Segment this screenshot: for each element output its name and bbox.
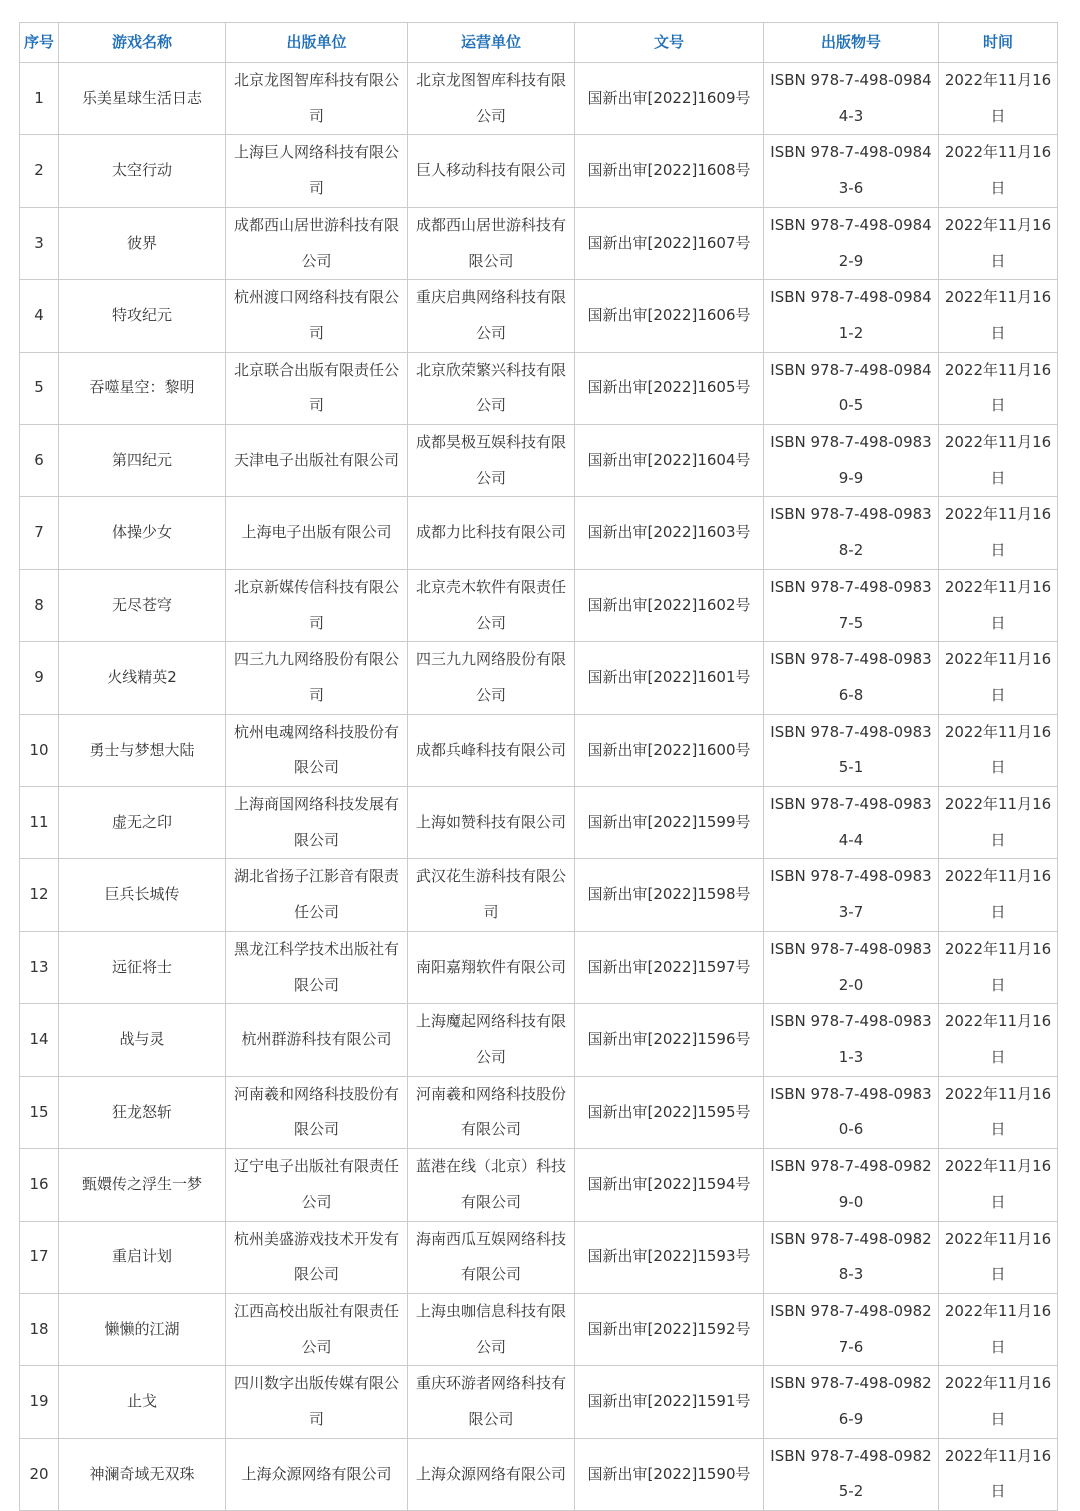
cell-game-name: 火线精英2 <box>59 642 226 714</box>
cell-operator: 成都昊极互娱科技有限公司 <box>408 425 575 497</box>
cell-index: 8 <box>20 569 59 641</box>
cell-operator: 重庆启典网络科技有限公司 <box>408 280 575 352</box>
cell-index: 18 <box>20 1293 59 1365</box>
cell-approval-number: 国新出审[2022]1602号 <box>575 569 764 641</box>
table-row <box>20 280 1058 352</box>
cell-index: 12 <box>20 859 59 931</box>
table-row <box>20 1366 1058 1438</box>
cell-approval-number: 国新出审[2022]1592号 <box>575 1293 764 1365</box>
cell-approval-number: 国新出审[2022]1600号 <box>575 714 764 786</box>
cell-isbn: ISBN 978-7-498-09844-3 <box>764 63 939 135</box>
cell-index: 20 <box>20 1438 59 1510</box>
cell-publisher: 北京新媒传信科技有限公司 <box>226 569 408 641</box>
cell-publisher: 上海商国网络科技发展有限公司 <box>226 787 408 859</box>
header-operator: 运营单位 <box>408 23 575 63</box>
cell-date: 2022年11月16日 <box>939 425 1058 497</box>
cell-date: 2022年11月16日 <box>939 1366 1058 1438</box>
cell-operator: 四三九九网络股份有限公司 <box>408 642 575 714</box>
cell-approval-number: 国新出审[2022]1606号 <box>575 280 764 352</box>
cell-publisher: 北京联合出版有限责任公司 <box>226 352 408 424</box>
header-index: 序号 <box>20 23 59 63</box>
cell-operator: 海南西瓜互娱网络科技有限公司 <box>408 1221 575 1293</box>
cell-isbn: ISBN 978-7-498-09826-9 <box>764 1366 939 1438</box>
cell-date: 2022年11月16日 <box>939 207 1058 279</box>
cell-operator: 成都力比科技有限公司 <box>408 497 575 569</box>
cell-operator: 北京欣荣繁兴科技有限公司 <box>408 352 575 424</box>
cell-date: 2022年11月16日 <box>939 787 1058 859</box>
cell-date: 2022年11月16日 <box>939 352 1058 424</box>
header-publisher: 出版单位 <box>226 23 408 63</box>
cell-publisher: 四三九九网络股份有限公司 <box>226 642 408 714</box>
cell-publisher: 辽宁电子出版社有限责任公司 <box>226 1149 408 1221</box>
cell-operator: 武汉花生游科技有限公司 <box>408 859 575 931</box>
table-row <box>20 787 1058 859</box>
table-row <box>20 497 1058 569</box>
header-game-name: 游戏名称 <box>59 23 226 63</box>
cell-approval-number: 国新出审[2022]1591号 <box>575 1366 764 1438</box>
cell-game-name: 吞噬星空：黎明 <box>59 352 226 424</box>
cell-isbn: ISBN 978-7-498-09836-8 <box>764 642 939 714</box>
header-isbn: 出版物号 <box>764 23 939 63</box>
cell-index: 4 <box>20 280 59 352</box>
cell-operator: 河南羲和网络科技股份有限公司 <box>408 1076 575 1148</box>
cell-date: 2022年11月16日 <box>939 1221 1058 1293</box>
table-row <box>20 352 1058 424</box>
cell-index: 9 <box>20 642 59 714</box>
cell-date: 2022年11月16日 <box>939 931 1058 1003</box>
cell-game-name: 巨兵长城传 <box>59 859 226 931</box>
cell-operator: 巨人移动科技有限公司 <box>408 135 575 207</box>
cell-isbn: ISBN 978-7-498-09832-0 <box>764 931 939 1003</box>
cell-publisher: 黑龙江科学技术出版社有限公司 <box>226 931 408 1003</box>
cell-publisher: 杭州群游科技有限公司 <box>226 1004 408 1076</box>
cell-operator: 南阳嘉翔软件有限公司 <box>408 931 575 1003</box>
cell-approval-number: 国新出审[2022]1598号 <box>575 859 764 931</box>
cell-operator: 重庆环游者网络科技有限公司 <box>408 1366 575 1438</box>
cell-publisher: 杭州渡口网络科技有限公司 <box>226 280 408 352</box>
table-row <box>20 425 1058 497</box>
game-approval-table <box>19 22 1058 1511</box>
cell-approval-number: 国新出审[2022]1590号 <box>575 1438 764 1510</box>
cell-operator: 北京龙图智库科技有限公司 <box>408 63 575 135</box>
cell-operator: 成都兵峰科技有限公司 <box>408 714 575 786</box>
cell-publisher: 四川数字出版传媒有限公司 <box>226 1366 408 1438</box>
cell-index: 14 <box>20 1004 59 1076</box>
table-row <box>20 1438 1058 1510</box>
cell-date: 2022年11月16日 <box>939 135 1058 207</box>
table-row <box>20 1149 1058 1221</box>
cell-game-name: 狂龙怒斩 <box>59 1076 226 1148</box>
cell-date: 2022年11月16日 <box>939 280 1058 352</box>
cell-index: 2 <box>20 135 59 207</box>
cell-date: 2022年11月16日 <box>939 1438 1058 1510</box>
cell-approval-number: 国新出审[2022]1605号 <box>575 352 764 424</box>
cell-index: 16 <box>20 1149 59 1221</box>
cell-index: 17 <box>20 1221 59 1293</box>
cell-isbn: ISBN 978-7-498-09841-2 <box>764 280 939 352</box>
cell-game-name: 彼界 <box>59 207 226 279</box>
table-row <box>20 714 1058 786</box>
cell-approval-number: 国新出审[2022]1597号 <box>575 931 764 1003</box>
cell-publisher: 杭州美盛游戏技术开发有限公司 <box>226 1221 408 1293</box>
cell-approval-number: 国新出审[2022]1593号 <box>575 1221 764 1293</box>
cell-publisher: 上海巨人网络科技有限公司 <box>226 135 408 207</box>
cell-index: 11 <box>20 787 59 859</box>
cell-approval-number: 国新出审[2022]1607号 <box>575 207 764 279</box>
cell-game-name: 特攻纪元 <box>59 280 226 352</box>
table-row <box>20 569 1058 641</box>
cell-index: 6 <box>20 425 59 497</box>
table-row <box>20 1076 1058 1148</box>
cell-approval-number: 国新出审[2022]1595号 <box>575 1076 764 1148</box>
cell-isbn: ISBN 978-7-498-09839-9 <box>764 425 939 497</box>
cell-publisher: 北京龙图智库科技有限公司 <box>226 63 408 135</box>
cell-operator: 上海魔起网络科技有限公司 <box>408 1004 575 1076</box>
cell-approval-number: 国新出审[2022]1603号 <box>575 497 764 569</box>
cell-publisher: 天津电子出版社有限公司 <box>226 425 408 497</box>
cell-game-name: 远征将士 <box>59 931 226 1003</box>
cell-isbn: ISBN 978-7-498-09843-6 <box>764 135 939 207</box>
cell-date: 2022年11月16日 <box>939 1149 1058 1221</box>
cell-isbn: ISBN 978-7-498-09829-0 <box>764 1149 939 1221</box>
cell-game-name: 勇士与梦想大陆 <box>59 714 226 786</box>
cell-operator: 成都西山居世游科技有限公司 <box>408 207 575 279</box>
cell-date: 2022年11月16日 <box>939 1076 1058 1148</box>
cell-date: 2022年11月16日 <box>939 63 1058 135</box>
cell-operator: 上海虫咖信息科技有限公司 <box>408 1293 575 1365</box>
cell-isbn: ISBN 978-7-498-09834-4 <box>764 787 939 859</box>
cell-isbn: ISBN 978-7-498-09838-2 <box>764 497 939 569</box>
cell-date: 2022年11月16日 <box>939 1004 1058 1076</box>
cell-index: 10 <box>20 714 59 786</box>
cell-index: 5 <box>20 352 59 424</box>
cell-isbn: ISBN 978-7-498-09827-6 <box>764 1293 939 1365</box>
table-row <box>20 931 1058 1003</box>
cell-game-name: 体操少女 <box>59 497 226 569</box>
cell-isbn: ISBN 978-7-498-09830-6 <box>764 1076 939 1148</box>
cell-game-name: 懒懒的江湖 <box>59 1293 226 1365</box>
cell-isbn: ISBN 978-7-498-09825-2 <box>764 1438 939 1510</box>
cell-approval-number: 国新出审[2022]1599号 <box>575 787 764 859</box>
cell-index: 7 <box>20 497 59 569</box>
cell-index: 1 <box>20 63 59 135</box>
table-row <box>20 135 1058 207</box>
cell-publisher: 河南羲和网络科技股份有限公司 <box>226 1076 408 1148</box>
cell-publisher: 湖北省扬子江影音有限责任公司 <box>226 859 408 931</box>
cell-game-name: 虚无之印 <box>59 787 226 859</box>
cell-index: 3 <box>20 207 59 279</box>
cell-game-name: 乐美星球生活日志 <box>59 63 226 135</box>
table-row <box>20 1293 1058 1365</box>
table-row <box>20 63 1058 135</box>
cell-game-name: 战与灵 <box>59 1004 226 1076</box>
cell-publisher: 上海众源网络有限公司 <box>226 1438 408 1510</box>
cell-publisher: 江西高校出版社有限责任公司 <box>226 1293 408 1365</box>
cell-index: 19 <box>20 1366 59 1438</box>
table-row <box>20 207 1058 279</box>
cell-isbn: ISBN 978-7-498-09840-5 <box>764 352 939 424</box>
cell-game-name: 第四纪元 <box>59 425 226 497</box>
cell-approval-number: 国新出审[2022]1601号 <box>575 642 764 714</box>
header-approval-number: 文号 <box>575 23 764 63</box>
cell-date: 2022年11月16日 <box>939 714 1058 786</box>
cell-date: 2022年11月16日 <box>939 569 1058 641</box>
cell-game-name: 神澜奇域无双珠 <box>59 1438 226 1510</box>
cell-approval-number: 国新出审[2022]1608号 <box>575 135 764 207</box>
table-row <box>20 859 1058 931</box>
table-row <box>20 642 1058 714</box>
cell-operator: 上海众源网络有限公司 <box>408 1438 575 1510</box>
cell-isbn: ISBN 978-7-498-09835-1 <box>764 714 939 786</box>
cell-date: 2022年11月16日 <box>939 497 1058 569</box>
header-date: 时间 <box>939 23 1058 63</box>
table-row <box>20 1004 1058 1076</box>
cell-index: 13 <box>20 931 59 1003</box>
cell-operator: 北京壳木软件有限责任公司 <box>408 569 575 641</box>
cell-game-name: 甄嬛传之浮生一梦 <box>59 1149 226 1221</box>
cell-isbn: ISBN 978-7-498-09837-5 <box>764 569 939 641</box>
table-row <box>20 1221 1058 1293</box>
cell-date: 2022年11月16日 <box>939 642 1058 714</box>
cell-date: 2022年11月16日 <box>939 1293 1058 1365</box>
cell-game-name: 无尽苍穹 <box>59 569 226 641</box>
cell-operator: 上海如赞科技有限公司 <box>408 787 575 859</box>
cell-isbn: ISBN 978-7-498-09842-9 <box>764 207 939 279</box>
cell-approval-number: 国新出审[2022]1596号 <box>575 1004 764 1076</box>
cell-publisher: 上海电子出版有限公司 <box>226 497 408 569</box>
cell-game-name: 太空行动 <box>59 135 226 207</box>
cell-publisher: 杭州电魂网络科技股份有限公司 <box>226 714 408 786</box>
cell-operator: 蓝港在线（北京）科技有限公司 <box>408 1149 575 1221</box>
cell-approval-number: 国新出审[2022]1594号 <box>575 1149 764 1221</box>
cell-game-name: 止戈 <box>59 1366 226 1438</box>
cell-date: 2022年11月16日 <box>939 859 1058 931</box>
cell-approval-number: 国新出审[2022]1609号 <box>575 63 764 135</box>
cell-index: 15 <box>20 1076 59 1148</box>
table-header-row <box>20 23 1058 63</box>
cell-publisher: 成都西山居世游科技有限公司 <box>226 207 408 279</box>
cell-isbn: ISBN 978-7-498-09828-3 <box>764 1221 939 1293</box>
cell-isbn: ISBN 978-7-498-09831-3 <box>764 1004 939 1076</box>
cell-isbn: ISBN 978-7-498-09833-7 <box>764 859 939 931</box>
cell-approval-number: 国新出审[2022]1604号 <box>575 425 764 497</box>
cell-game-name: 重启计划 <box>59 1221 226 1293</box>
